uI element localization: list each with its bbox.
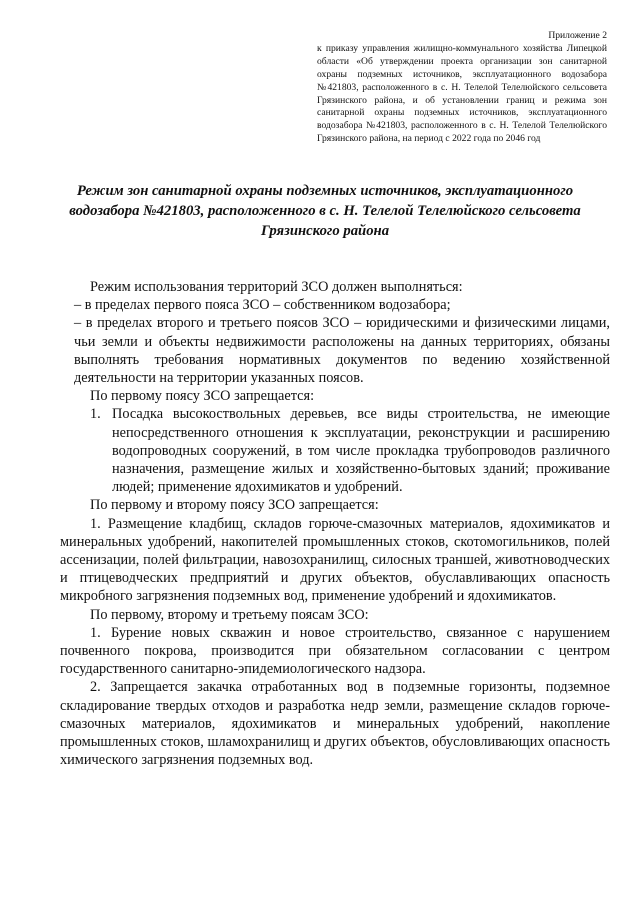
all-belts-item-2: 2. Запрещается закачка отработанных вод в подземные горизонты, подземное складирование твердых отходов и разработка недр земли, размещение складов горюче-смазочных материалов, ядохимикатов и минеральных удобрений, накопление промышленных стоков, шламохранилищ и других объектов, обусловливающих опасность химического загрязнения подземных вод. [60,679,610,769]
all-belts-heading: По первому, второму и третьему поясам ЗСО: [90,606,369,623]
first-second-belt-item-1: 1. Размещение кладбищ, складов горюче-смазочных материалов, ядохимикатов и минеральных удобрений, накопителей промышленных стоков, скотомогильников, полей ассенизации, полей фильтрации, навозохранилищ, силосных траншей, животноводческих и птицеводческих предприятий и других объектов, обуславливающих опасность микробного загрязнения подземных вод, применение удобрений и ядохимикатов. [60,515,610,605]
intro-paragraph: Режим использования территорий ЗСО должен выполняться: [90,279,463,295]
dash-item-second-third-belt: – в пределах второго и третьего поясов ЗСО – юридическими и физическими лицами, чьи земли и объекты недвижимости расположены на данных территориях, обязаны выполнять требования нормативных документов по ведению хозяйственной деятельности на территории указанных поясов. [74,315,610,387]
annex-title: Приложение 2 [548,30,607,41]
first-belt-heading: По первому поясу ЗСО запрещается: [90,388,315,405]
dash-item-first-belt: – в пределах первого пояса ЗСО – собственником водозабора; [74,297,451,314]
annex-block [317,30,607,146]
document-content [60,278,610,769]
item-number: 1. [90,406,101,423]
all-belts-item-1: 1. Бурение новых скважин и новое строительство, связанное с нарушением почвенного покрова, производится при обязательном согласовании с центром государственного санитарно-эпидемиологического надзора. [60,624,610,678]
item-text: Посадка высокоствольных деревьев, все виды строительства, не имеющие непосредственного отношения к эксплуатации, реконструкции и расширению водопроводных сооружений, в том числе прокладка трубопроводов различного назначения, размещение жилых и хозяйственно-бытовых зданий; проживание людей; применение ядохимикатов и удобрений. [112,406,610,496]
first-belt-item-1 [60,405,610,496]
first-second-belt-heading: По первому и второму поясу ЗСО запрещается: [90,497,379,514]
annex-body: к приказу управления жилищно-коммунального хозяйства Липецкой области «Об утверждении проекта организации зон санитарной охраны подземных источников, эксплуатационного водозабора №421803, расположенного в с. Н. Телелой Телелюйского сельсовета Грязинского района, и об установлении границ и режима зон санитарной охраны подземных источников, эксплуатационного водозабора №421803, расположенного в с. Н. Телелой Телелюйского Грязинского района, на период с 2022 года по 2046 год [317,42,607,145]
document-title: Режим зон санитарной охраны подземных источников, эксплуатационного водозабора №421803, расположенного в с. Н. Телелой Телелюйского сельсовета Грязинского района [69,183,581,239]
